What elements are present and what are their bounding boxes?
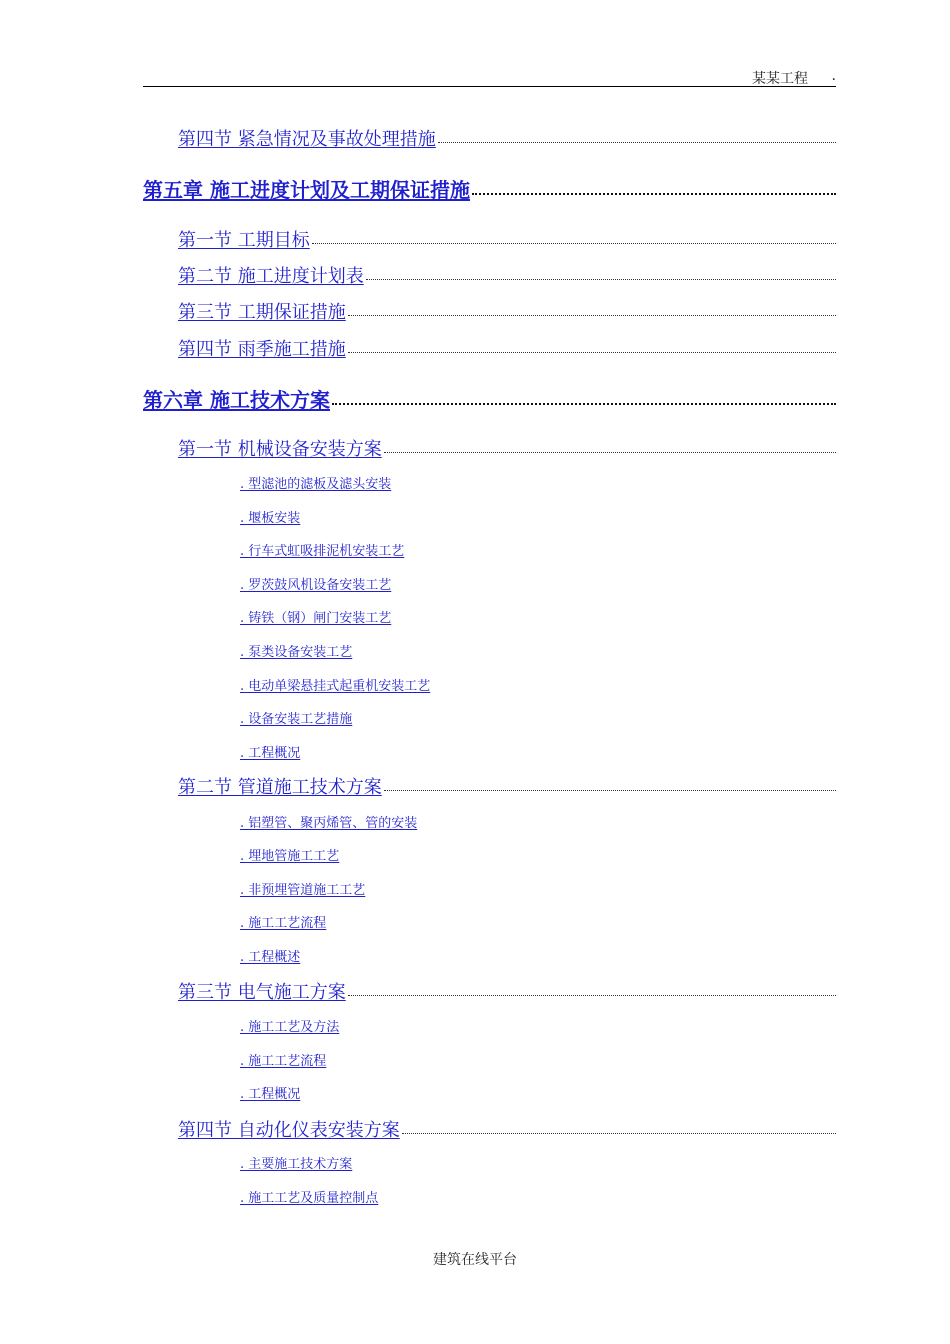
toc-subsection-entry[interactable] bbox=[240, 1187, 378, 1206]
toc-subsection-entry[interactable] bbox=[240, 1016, 339, 1035]
toc-entry-label[interactable]: 第二节 施工进度计划表 bbox=[178, 266, 364, 287]
toc-subsection-entry[interactable] bbox=[240, 540, 404, 559]
toc-dot-leader bbox=[348, 995, 836, 996]
toc-entry-label[interactable]: . 行车式虹吸排泥机安装工艺 bbox=[240, 544, 405, 559]
toc-entry-label[interactable]: . 施工工艺流程 bbox=[240, 1054, 327, 1069]
toc-entry-label[interactable]: . 泵类设备安装工艺 bbox=[240, 645, 353, 660]
toc-dot-leader bbox=[402, 1133, 836, 1134]
toc-chapter-entry[interactable] bbox=[143, 174, 836, 203]
page-header bbox=[143, 66, 836, 86]
toc-subsection-entry[interactable] bbox=[240, 742, 300, 761]
toc-entry-label[interactable]: 第四节 雨季施工措施 bbox=[178, 339, 346, 360]
toc-subsection-entry[interactable] bbox=[240, 607, 391, 626]
toc-section-entry[interactable] bbox=[178, 978, 836, 1004]
toc-section-entry[interactable] bbox=[178, 1116, 836, 1142]
toc-section-entry[interactable] bbox=[178, 773, 836, 799]
header-dot: . bbox=[831, 68, 836, 84]
header-title: 某某工程 bbox=[752, 71, 808, 87]
toc-entry-label[interactable]: . 施工工艺及方法 bbox=[240, 1020, 340, 1035]
toc-subsection-entry[interactable] bbox=[240, 708, 352, 727]
toc-entry-label[interactable]: . 型滤池的滤板及滤头安装 bbox=[240, 477, 392, 492]
toc-entry-label[interactable]: 第二节 管道施工技术方案 bbox=[178, 777, 382, 798]
toc-entry-label[interactable]: 第六章 施工技术方案 bbox=[143, 388, 330, 412]
toc-dot-leader bbox=[384, 790, 836, 791]
toc-dot-leader bbox=[348, 315, 836, 316]
toc-subsection-entry[interactable] bbox=[240, 574, 391, 593]
toc-subsection-entry[interactable] bbox=[240, 946, 300, 965]
toc-subsection-entry[interactable] bbox=[240, 473, 391, 492]
toc-section-entry[interactable] bbox=[178, 298, 836, 324]
toc-dot-leader bbox=[348, 352, 836, 353]
toc-entry-label[interactable]: . 非预埋管道施工工艺 bbox=[240, 883, 366, 898]
toc-entry-label[interactable]: 第四节 紧急情况及事故处理措施 bbox=[178, 129, 436, 150]
toc-entry-label[interactable]: 第三节 电气施工方案 bbox=[178, 982, 346, 1003]
toc-entry-label[interactable]: 第三节 工期保证措施 bbox=[178, 302, 346, 323]
toc-entry-label[interactable]: . 主要施工技术方案 bbox=[240, 1157, 353, 1172]
toc-entry-label[interactable]: . 设备安装工艺措施 bbox=[240, 712, 353, 727]
toc-entry-label[interactable]: . 工程概述 bbox=[240, 950, 301, 965]
toc-subsection-entry[interactable] bbox=[240, 641, 352, 660]
toc-subsection-entry[interactable] bbox=[240, 1050, 326, 1069]
toc-section-entry[interactable] bbox=[178, 262, 836, 288]
toc-subsection-entry[interactable] bbox=[240, 1153, 352, 1172]
toc-entry-label[interactable]: . 罗茨鼓风机设备安装工艺 bbox=[240, 578, 392, 593]
toc-entry-label[interactable]: . 施工工艺及质量控制点 bbox=[240, 1191, 379, 1206]
toc-section-entry[interactable] bbox=[178, 335, 836, 361]
toc-entry-label[interactable]: 第一节 工期目标 bbox=[178, 230, 310, 251]
toc-entry-label[interactable]: 第一节 机械设备安装方案 bbox=[178, 439, 382, 460]
toc-entry-label[interactable]: 第五章 施工进度计划及工期保证措施 bbox=[143, 178, 470, 202]
page-footer: 建筑在线平台 bbox=[433, 1252, 517, 1268]
toc-entry-label[interactable]: . 工程概况 bbox=[240, 1087, 301, 1102]
toc-dot-leader bbox=[438, 142, 836, 143]
toc-dot-leader bbox=[472, 193, 836, 195]
toc-entry-label[interactable]: . 铸铁（钢）闸门安装工艺 bbox=[240, 611, 392, 626]
toc-chapter-entry[interactable] bbox=[143, 384, 836, 413]
toc-subsection-entry[interactable] bbox=[240, 812, 417, 831]
toc-section-entry[interactable] bbox=[178, 435, 836, 461]
toc-subsection-entry[interactable] bbox=[240, 1083, 300, 1102]
toc-entry-label[interactable]: 第四节 自动化仪表安装方案 bbox=[178, 1120, 400, 1141]
toc-dot-leader bbox=[384, 452, 836, 453]
toc-subsection-entry[interactable] bbox=[240, 845, 339, 864]
toc-dot-leader bbox=[332, 403, 836, 405]
toc-entry-label[interactable]: . 工程概况 bbox=[240, 746, 301, 761]
toc-entry-label[interactable]: . 铝塑管、聚丙烯管、管的安装 bbox=[240, 816, 418, 831]
toc-dot-leader bbox=[366, 279, 836, 280]
header-rule bbox=[143, 86, 836, 87]
toc-dot-leader bbox=[312, 243, 836, 244]
toc-subsection-entry[interactable] bbox=[240, 675, 430, 694]
toc-subsection-entry[interactable] bbox=[240, 912, 326, 931]
toc-subsection-entry[interactable] bbox=[240, 879, 365, 898]
toc-entry-label[interactable]: . 施工工艺流程 bbox=[240, 916, 327, 931]
toc-section-entry[interactable] bbox=[178, 125, 836, 151]
toc-subsection-entry[interactable] bbox=[240, 507, 300, 526]
toc-section-entry[interactable] bbox=[178, 226, 836, 252]
toc-entry-label[interactable]: . 电动单梁悬挂式起重机安装工艺 bbox=[240, 679, 431, 694]
toc-entry-label[interactable]: . 埋地管施工工艺 bbox=[240, 849, 340, 864]
toc-entry-label[interactable]: . 堰板安装 bbox=[240, 511, 301, 526]
